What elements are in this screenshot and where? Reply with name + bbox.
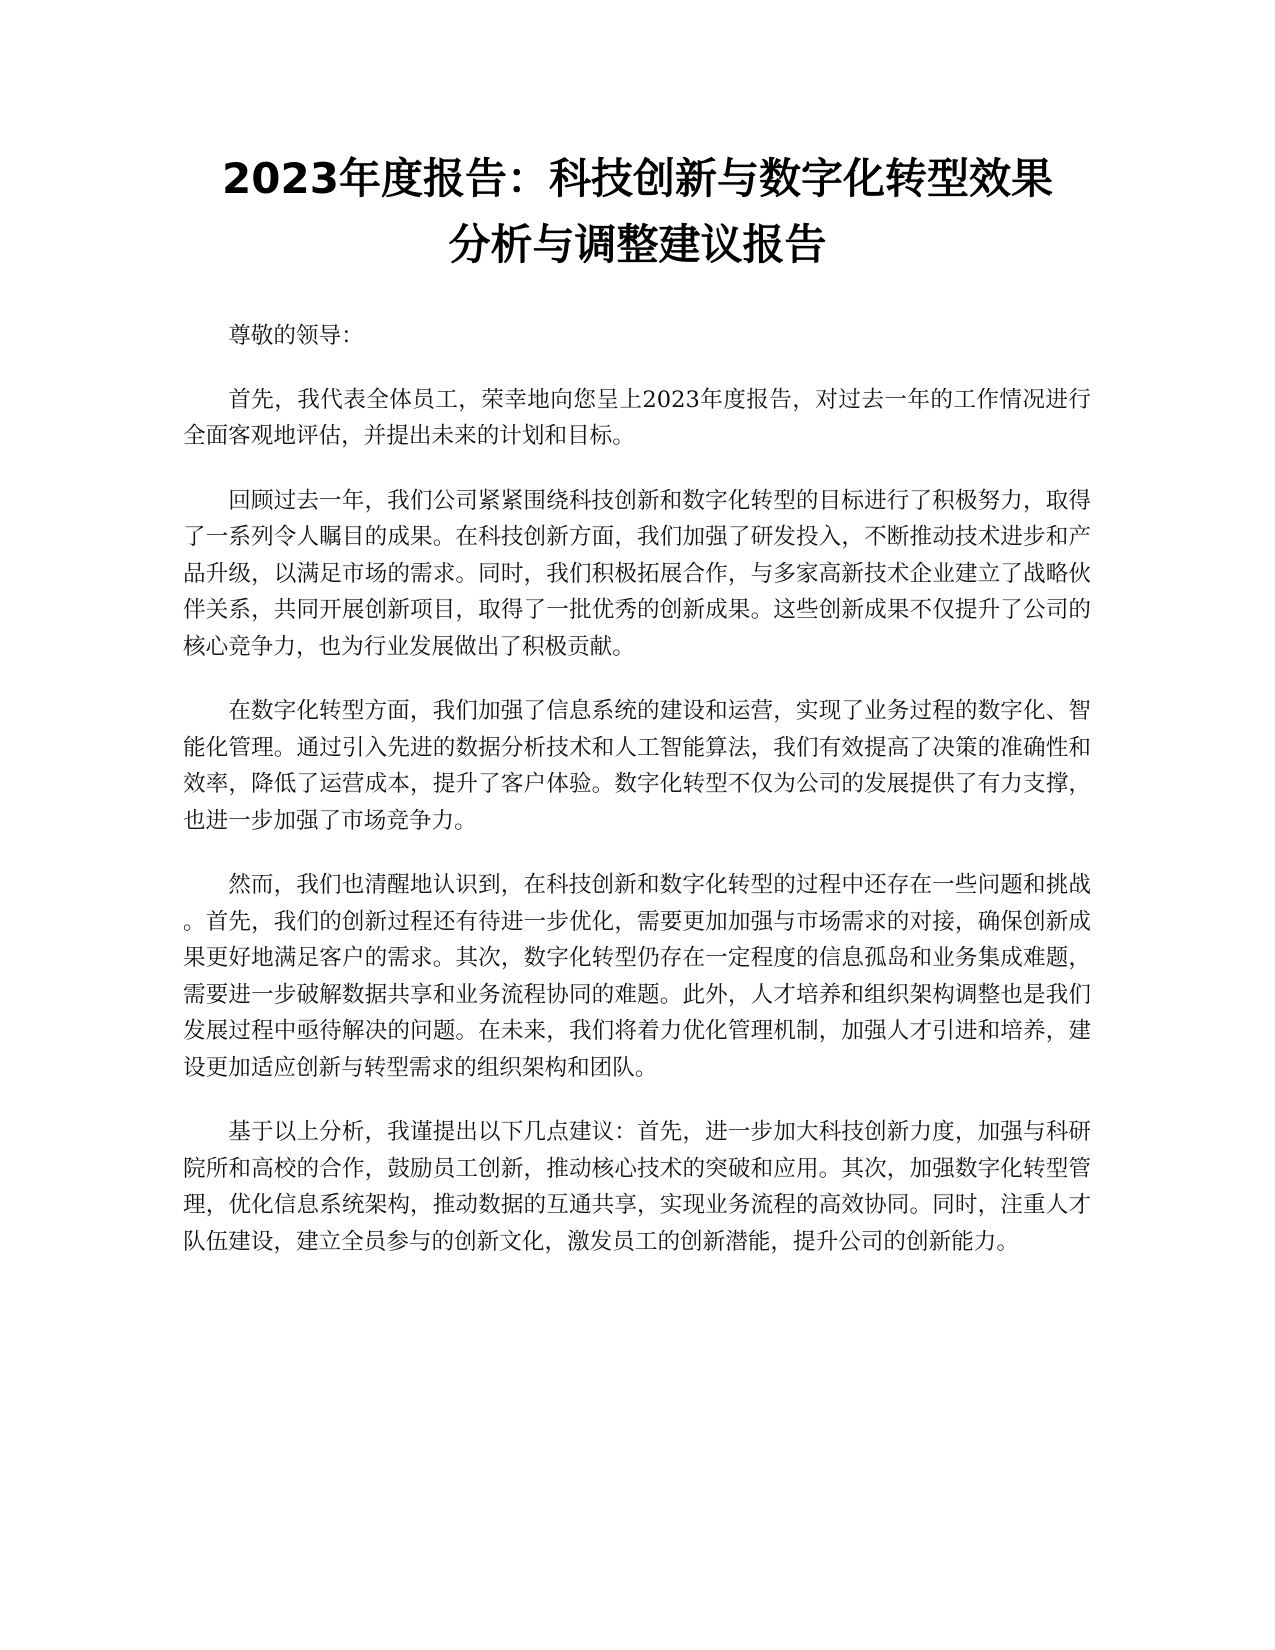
paragraph-challenges: 然而，我们也清醒地认识到，在科技创新和数字化转型的过程中还存在一些问题和挑战。首先，我们的创新过程还有待进一步优化，需要更加加强与市场需求的对接，确保创新成果更好地满足客户的需求。其次，数字化转型仍存在一定程度的信息孤岛和业务集成难题，需要进一步破解数据共享和业务流程协同的难题。此外，人才培养和组织架构调整也是我们发展过程中亟待解决的问题。在未来，我们将着力优化管理机制，加强人才引进和培养，建设更加适应创新与转型需求的组织架构和团队。: [183, 872, 1091, 1081]
paragraph-intro: 首先，我代表全体员工，荣幸地向您呈上2023年度报告，对过去一年的工作情况进行全面客观地评估，并提出未来的计划和目标。: [183, 386, 1091, 449]
paragraph-digital-transformation: 在数字化转型方面，我们加强了信息系统的建设和运营，实现了业务过程的数字化、智能化管理。通过引入先进的数据分析技术和人工智能算法，我们有效提高了决策的准确性和效率，降低了运营成本，提升了客户体验。数字化转型不仅为公司的发展提供了有力支撑，也进一步加强了市场竞争力。: [183, 698, 1091, 834]
salutation: 尊敬的领导：: [228, 323, 364, 349]
title-line-2: 分析与调整建议报告: [448, 220, 827, 269]
document-title: [180, 146, 1095, 278]
paragraph-recommendations: 基于以上分析，我谨提出以下几点建议：首先，进一步加大科技创新力度，加强与科研院所和高校的合作，鼓励员工创新，推动核心技术的突破和应用。其次，加强数字化转型管理，优化信息系统架构，推动数据的互通共享，实现业务流程的高效协同。同时，注重人才队伍建设，建立全员参与的创新文化，激发员工的创新潜能，提升公司的创新能力。: [183, 1119, 1091, 1255]
title-line-1: 2023年度报告：科技创新与数字化转型效果: [222, 154, 1053, 203]
document-body: [183, 318, 1091, 1288]
paragraph-review: 回顾过去一年，我们公司紧紧围绕科技创新和数字化转型的目标进行了积极努力，取得了一系列令人瞩目的成果。在科技创新方面，我们加强了研发投入，不断推动技术进步和产品升级，以满足市场的需求。同时，我们积极拓展合作，与多家高新技术企业建立了战略伙伴关系，共同开展创新项目，取得了一批优秀的创新成果。这些创新成果不仅提升了公司的核心竞争力，也为行业发展做出了积极贡献。: [183, 487, 1091, 660]
